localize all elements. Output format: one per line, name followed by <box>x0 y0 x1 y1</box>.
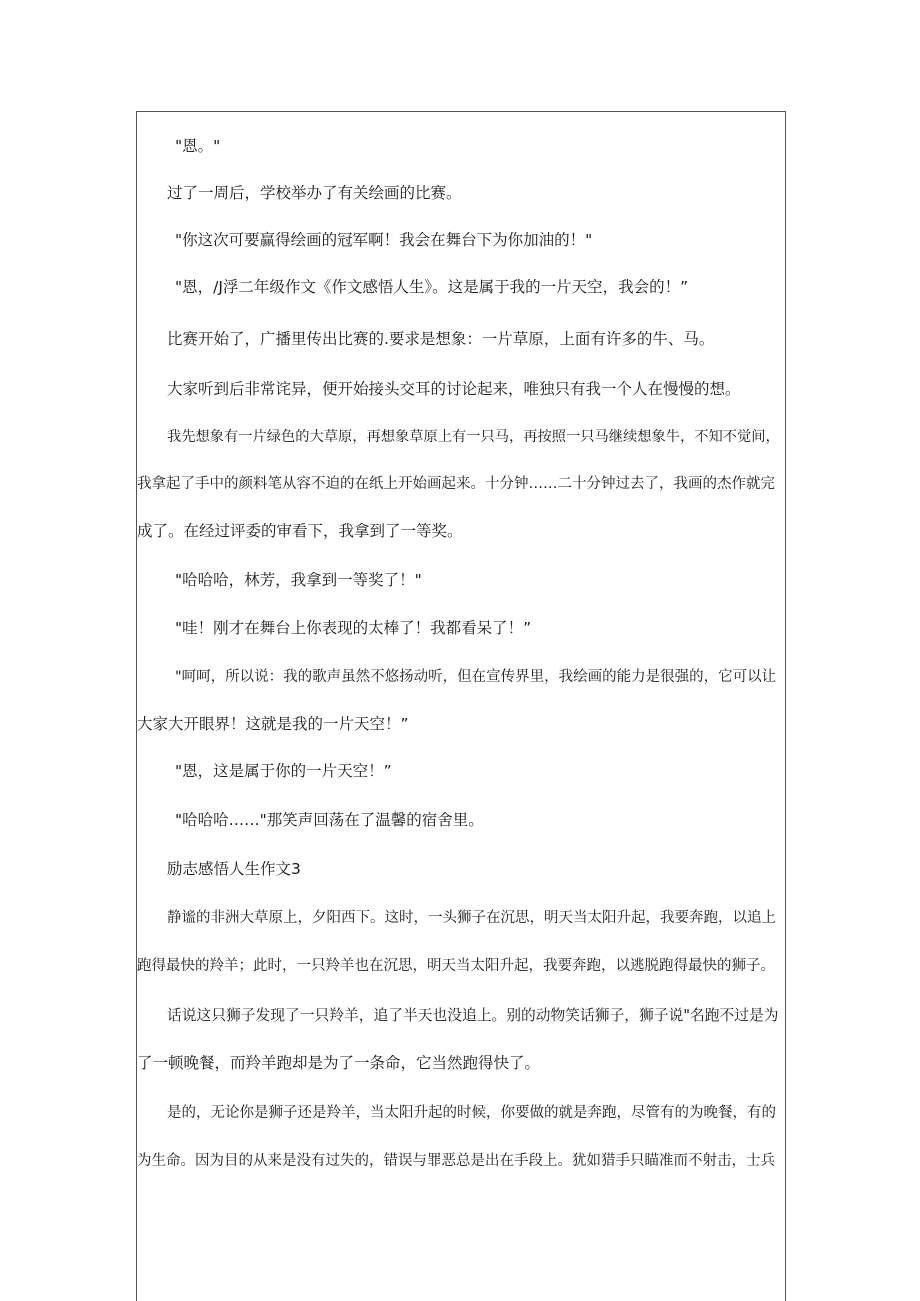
paragraph-line: 过了一周后，学校举办了有关绘画的比赛。 <box>167 184 462 202</box>
paragraph-line: "哈哈哈，林芳，我拿到一等奖了！" <box>175 571 422 589</box>
paragraph-line: 大家听到后非常诧异，便开始接头交耳的讨论起来，唯独只有我一个人在慢慢的想。 <box>167 380 741 398</box>
page-frame <box>136 111 786 1301</box>
paragraph-line: "你这次可要赢得绘画的冠军啊！我会在舞台下为你加油的！" <box>175 231 593 249</box>
paragraph-line: 我先想象有一片绿色的大草原，再想象草原上有一只马，再按照一只马继续想象牛，不知不觉间， <box>167 429 780 445</box>
paragraph-line: "恩，/J浮二年级作文《作文感悟人生》。这是属于我的一片天空，我会的！” <box>175 278 689 296</box>
paragraph-line: "哈哈哈……"那笑声回荡在了温馨的宿舍里。 <box>175 811 484 829</box>
paragraph-line: 跑得最快的羚羊；此时，一只羚羊也在沉思，明天当太阳升起，我要奔跑，以逃脱跑得最快的狮子。 <box>137 958 775 974</box>
paragraph-line: 我拿起了手中的颜料笔从容不迫的在纸上开始画起来。十分钟……二十分钟过去了，我画的杰作就完 <box>137 476 775 492</box>
paragraph-line: 话说这只狮子发现了一只羚羊，追了半天也没追上。别的动物笑话狮子，狮子说"名跑不过是为 <box>167 1007 779 1024</box>
paragraph-line: 成了。在经过评委的审看下，我拿到了一等奖。 <box>137 522 463 540</box>
paragraph-line: 了一顿晚餐，而羚羊跑却是为了一条命，它当然跑得快了。 <box>137 1054 541 1072</box>
paragraph-line: 比赛开始了，广播里传出比赛的.要求是想象：一片草原，上面有许多的牛、马。 <box>167 330 715 348</box>
paragraph-line: "哇！刚才在舞台上你表现的太棒了！我都看呆了！” <box>175 619 532 637</box>
paragraph-line: "恩。" <box>175 137 221 155</box>
paragraph-line: 是的，无论你是狮子还是羚羊，当太阳升起的时候，你要做的就是奔跑，尽管有的为晚餐，有的 <box>167 1105 776 1121</box>
paragraph-line: 为生命。因为目的从来是没有过失的，错误与罪恶总是出在手段上。犹如猎手只瞄准而不射击，士兵 <box>137 1153 775 1169</box>
section-title: 励志感悟人生作文3 <box>167 860 301 878</box>
paragraph-line: 静谧的非洲大草原上，夕阳西下。这时，一头狮子在沉思，明天当太阳升起，我要奔跑，以追上 <box>167 910 776 926</box>
paragraph-line: 大家大开眼界！这就是我的一片天空！” <box>137 715 409 733</box>
paragraph-line: "恩，这是属于你的一片天空！” <box>175 762 392 780</box>
paragraph-line: "呵呵，所以说：我的歌声虽然不悠扬动听，但在宣传界里，我绘画的能力是很强的，它可以让 <box>175 669 777 685</box>
